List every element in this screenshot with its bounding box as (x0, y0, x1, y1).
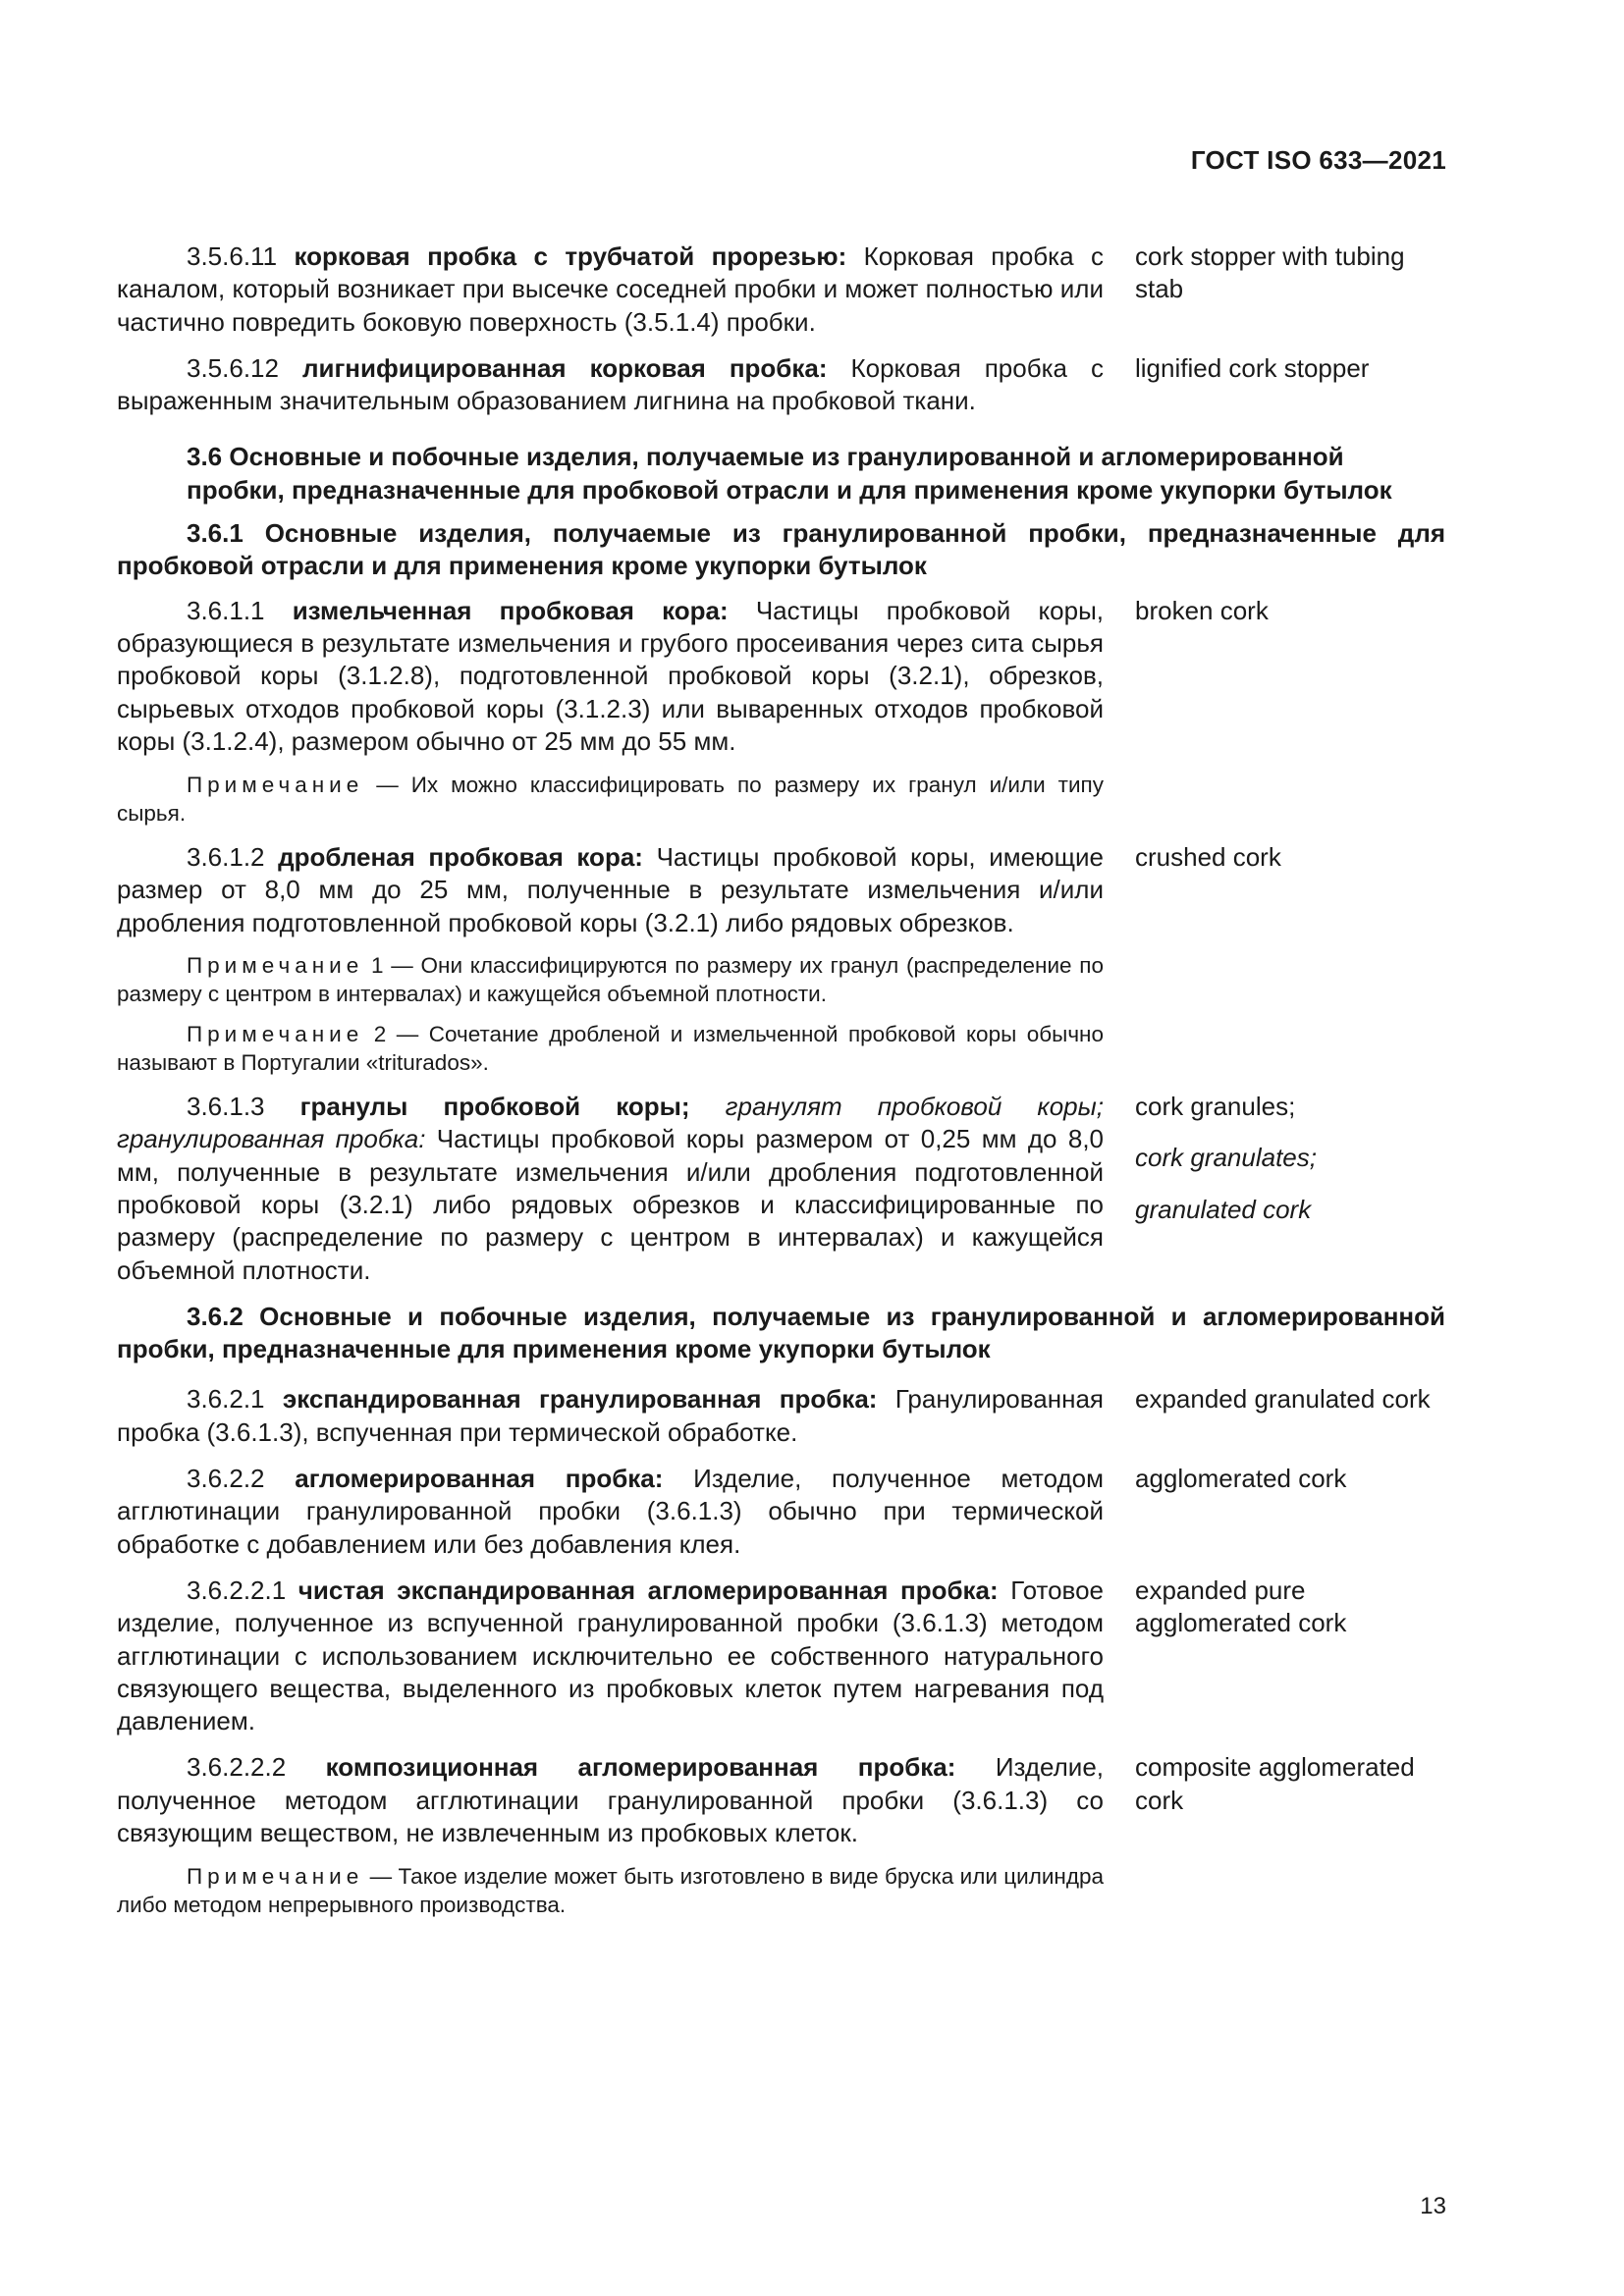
english-equivalent (1135, 1383, 1445, 1415)
term-number: 3.6.2.1 (187, 1384, 265, 1415)
english-equivalent (1135, 1463, 1445, 1495)
term-entry-3-5-6-11 (117, 240, 1445, 339)
note-text: 2 — Сочетание дробленой и измельченной пробковой коры обычно называют в Португалии «triturados». (117, 1022, 1104, 1076)
note-label: Примечание (187, 1022, 364, 1047)
english-term: broken cork (1135, 595, 1269, 625)
english-term: expanded pure agglomerated cork (1135, 1575, 1347, 1638)
term-name: дробленая пробковая кора: (278, 842, 643, 873)
synonym-terms: гранулят пробковой коры; гранулированная пробка: (117, 1092, 1104, 1154)
note-label: Примечание (187, 1864, 364, 1890)
page-number: 13 (1420, 2193, 1446, 2219)
english-term: crushed cork (1135, 842, 1281, 873)
english-term: cork stopper with tubing stab (1135, 241, 1405, 304)
definition-text: Гранулированная пробка (3.6.1.3), вспученная при термической обработке. (117, 1384, 1104, 1447)
term-definition (117, 1751, 1104, 1849)
definition-text: Корковая пробка с выраженным значительным образованием лигнина на пробковой ткани. (117, 352, 1104, 416)
term-definition (117, 1575, 1104, 1737)
english-equivalent (1135, 1091, 1445, 1226)
term-name: экспандированная гранулированная пробка: (282, 1384, 878, 1415)
english-term: granulated cork (1135, 1194, 1312, 1224)
english-term: lignified cork stopper (1135, 352, 1370, 383)
english-equivalent (1135, 1751, 1445, 1817)
term-definition (117, 352, 1104, 418)
english-equivalent (1135, 240, 1445, 306)
term-entry-3-6-2-2-2 (117, 1751, 1445, 1849)
definition-text: Частицы пробковой коры, образующиеся в результате измельчения и грубого просеивания через сита сырья пробковой коры (3.1.2.8), подготовленной пробковой коры (3.2.1), обрезков, сырьевых отходов пробковой коры (3.1.2.3) или вываренных отходов пробковой коры (3.1.2.4), размером обычно от 25 мм до 55 мм. (117, 595, 1104, 756)
term-entry-3-6-1-1 (117, 595, 1445, 758)
definition-text: Частицы пробковой коры размером от 0,25 мм до 8,0 мм, полученные в результате измельчения и/или дробления подготовленной пробковой коры (3.2.1) либо рядовых обрезков и классифицированные по размеру (распределение по размеру с центром в интервалах) и кажущейся объемной плотности. (117, 1124, 1104, 1285)
heading-text: 3.6.1 Основные изделия, получаемые из гранулированной пробки, предназначенные для пробковой отрасли и для применения кроме укупорки бутылок (117, 518, 1445, 581)
english-term: cork granules; (1135, 1092, 1296, 1122)
definition-text: Корковая пробка с каналом, который возникает при высечке соседней пробки и может полностью или частично повредить боковую поверхность (3.5.1.4) пробки. (117, 241, 1104, 337)
term-number: 3.6.2.2 (187, 1464, 265, 1494)
term-entry-3-6-1-2 (117, 841, 1445, 939)
definition-text: Готовое изделие, полученное из вспученной гранулированной пробки (3.6.1.3) методом агглютинации с использованием исключительно ее собственного натурального связующего вещества, выделенного из пробковых клеток путем нагревания под давлением. (117, 1575, 1104, 1736)
standard-designation: ГОСТ ISO 633—2021 (1190, 145, 1446, 175)
term-number: 3.5.6.11 (187, 241, 278, 271)
term-definition (117, 1463, 1104, 1561)
note (117, 771, 1104, 828)
term-name: гранулы пробковой коры; (299, 1092, 690, 1122)
english-equivalent (1135, 595, 1445, 627)
note-text: — Такое изделие может быть изготовлено в виде бруска или цилиндра либо методом непрерывного производства. (117, 1864, 1104, 1918)
term-number: 3.6.2.2.1 (187, 1575, 287, 1605)
section-heading-3-6-2 (117, 1301, 1445, 1366)
term-number: 3.6.1.2 (187, 842, 265, 873)
english-equivalent (1135, 352, 1445, 385)
term-number: 3.6.1.3 (187, 1092, 265, 1122)
term-name: композиционная агломерированная пробка: (325, 1752, 956, 1783)
note (117, 951, 1104, 1008)
page-content (117, 240, 1445, 1919)
section-heading-3-6: 3.6 Основные и побочные изделия, получаемые из гранулированной и агломерированной пробки, предназначенные для пробковой отрасли и для применения кроме укупорки бутылок (187, 442, 1392, 505)
definition-text: Изделие, полученное методом агглютинации гранулированной пробки (3.6.1.3) обычно при термической обработке с добавлением или без добавления клея. (117, 1464, 1104, 1559)
term-name: чистая экспандированная агломерированная пробка: (298, 1575, 999, 1605)
term-name: измельченная пробковая кора: (292, 595, 729, 625)
term-entry-3-6-2-2 (117, 1463, 1445, 1561)
term-definition (117, 595, 1104, 758)
english-equivalent (1135, 841, 1445, 874)
english-equivalent (1135, 1575, 1445, 1640)
term-definition (117, 240, 1104, 339)
english-term: cork granulates; (1135, 1143, 1317, 1173)
term-number: 3.6.2.2.2 (187, 1752, 287, 1783)
note-label: Примечание (187, 773, 364, 798)
note-label: Примечание (187, 953, 364, 979)
section-heading-3-6-1 (117, 517, 1445, 583)
term-name: корковая пробка с трубчатой прорезью: (294, 241, 847, 271)
english-term: composite agglomerated cork (1135, 1752, 1415, 1815)
term-definition (117, 1091, 1104, 1287)
definition-text: Изделие, полученное методом агглютинации гранулированной пробки (3.6.1.3) со связующим веществом, не извлеченным из пробковых клеток. (117, 1752, 1104, 1847)
note-text: — Их можно классифицировать по размеру их гранул и/или типу сырья. (117, 773, 1104, 827)
definition-text: Частицы пробковой коры, имеющие размер от 8,0 мм до 25 мм, полученные в результате измельчения и/или дробления подготовленной пробковой коры (3.2.1) либо рядовых обрезков. (117, 842, 1104, 937)
term-name: агломерированная пробка: (295, 1464, 664, 1494)
term-number: 3.5.6.12 (187, 352, 279, 383)
note-text: 1 — Они классифицируются по размеру их гранул (распределение по размеру с центром в интервалах) и кажущейся объемной плотности. (117, 953, 1104, 1007)
note (117, 1020, 1104, 1077)
term-name: лигнифицированная корковая пробка: (301, 352, 828, 383)
term-entry-3-6-1-3 (117, 1091, 1445, 1287)
term-definition (117, 1383, 1104, 1449)
term-entry-3-6-2-1 (117, 1383, 1445, 1449)
term-entry-3-6-2-2-1 (117, 1575, 1445, 1737)
term-entry-3-5-6-12 (117, 352, 1445, 418)
english-term: expanded granulated cork (1135, 1384, 1431, 1415)
heading-text: 3.6.2 Основные и побочные изделия, получаемые из гранулированной и агломерированной пробки, предназначенные для применения кроме укупорки бутылок (117, 1301, 1445, 1364)
term-definition (117, 841, 1104, 939)
english-term: agglomerated cork (1135, 1464, 1347, 1494)
note (117, 1862, 1104, 1919)
term-number: 3.6.1.1 (187, 595, 265, 625)
